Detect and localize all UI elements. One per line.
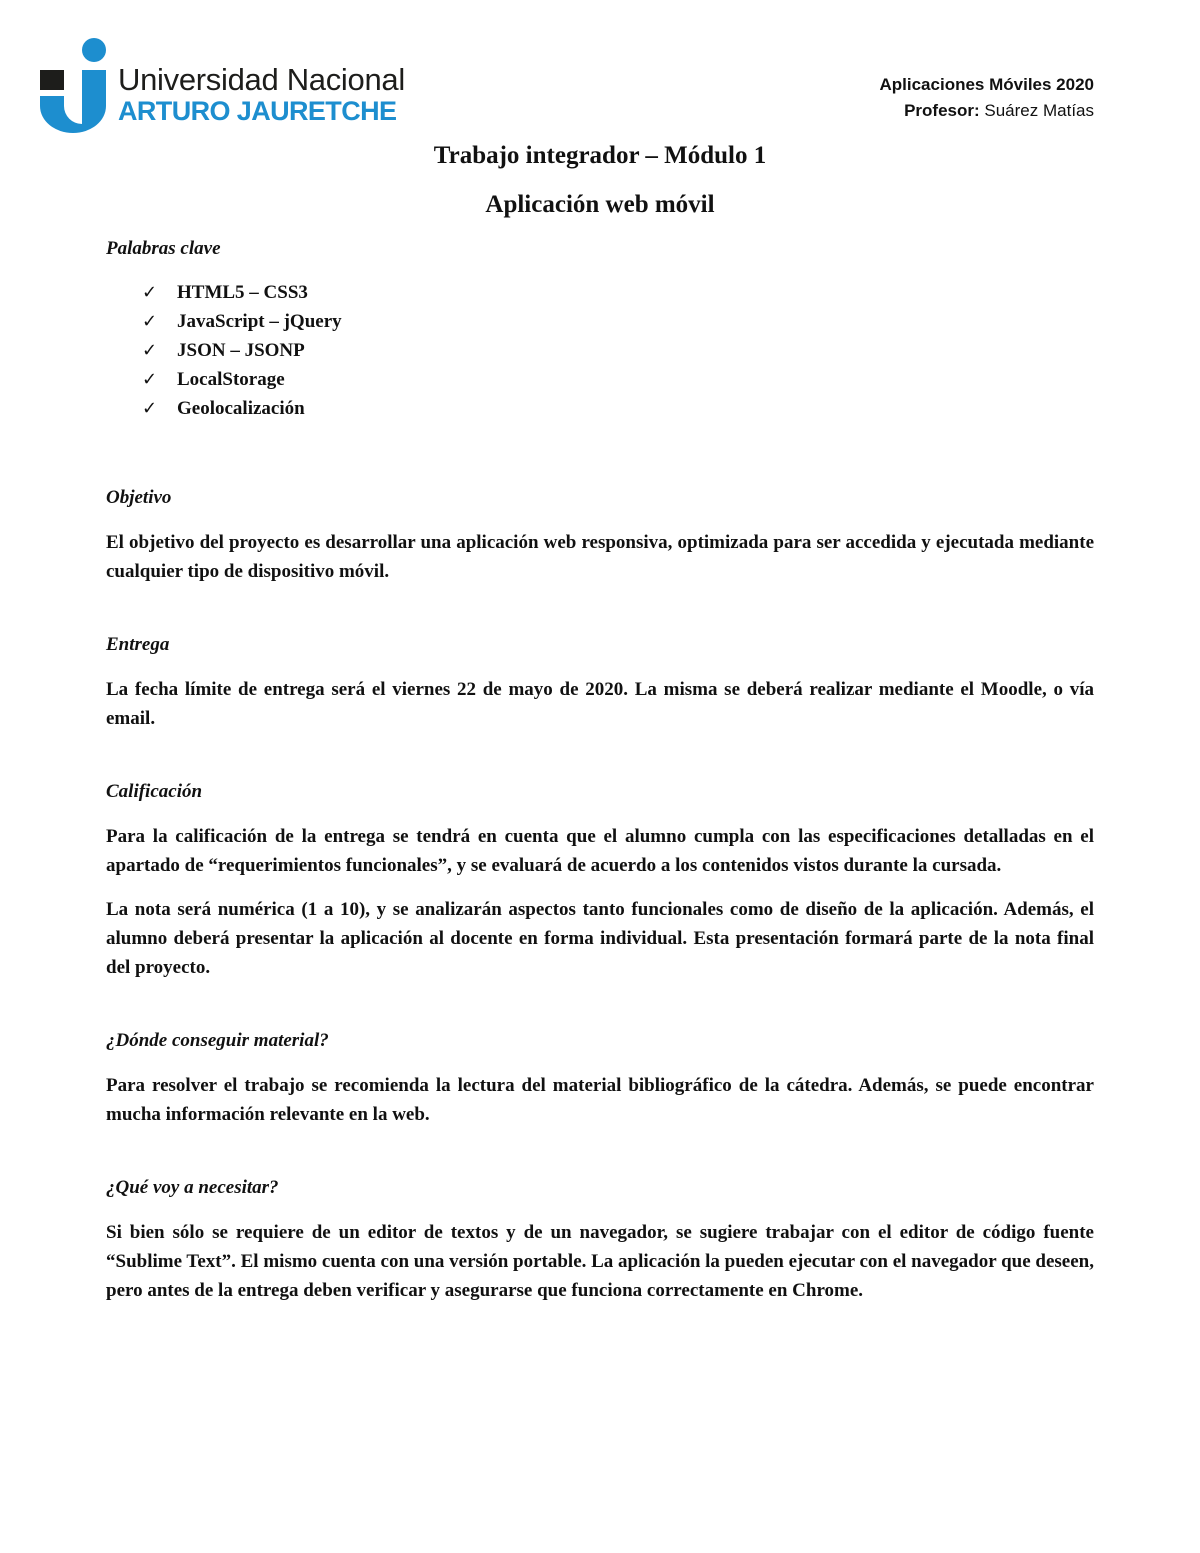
- section-heading-material: ¿Dónde conseguir material?: [106, 1030, 329, 1051]
- university-logo-mark-icon: [40, 36, 120, 136]
- section-heading-objetivo: Objetivo: [106, 487, 172, 508]
- list-item: [142, 394, 1094, 423]
- section-heading-entrega: Entrega: [106, 634, 170, 655]
- section-text-necesitar: Si bien sólo se requiere de un editor de textos y de un navegador, se sugiere trabajar con el editor de código fuente “Sublime Text”. El mismo cuenta con una versión portable. La aplicación la pueden ejecutar con el navegador que deseen, pero antes de la entrega deben verificar y asegurarse que funciona correctamente en Chrome.: [106, 1222, 1094, 1301]
- section-heading-necesitar: ¿Qué voy a necesitar?: [106, 1177, 279, 1198]
- university-logo: [40, 36, 405, 136]
- section-text-calificacion-1: Para la calificación de la entrega se tendrá en cuenta que el alumno cumpla con las especificaciones detalladas en el apartado de “requerimientos funcionales”, y se evaluará de acuerdo a los contenidos vistos durante la cursada.: [106, 826, 1094, 876]
- checkmark-icon: ✓: [142, 311, 158, 332]
- list-item: [142, 307, 1094, 336]
- header-info: [880, 72, 1095, 124]
- keyword-label: JSON – JSONP: [177, 340, 305, 361]
- section-text-material: Para resolver el trabajo se recomienda la lectura del material bibliográfico de la cátedra. Además, se puede encontrar mucha información relevante en la web.: [106, 1075, 1094, 1125]
- professor-label: Profesor:: [904, 101, 980, 120]
- document-subtitle: Aplicación web móvil: [485, 191, 715, 218]
- section-text-objetivo: El objetivo del proyecto es desarrollar una aplicación web responsiva, optimizada para ser accedida y ejecutada mediante cualquier tipo de dispositivo móvil.: [106, 532, 1094, 582]
- checkmark-icon: ✓: [142, 340, 158, 361]
- checkmark-icon: ✓: [142, 398, 158, 419]
- section-heading-calificacion: Calificación: [106, 781, 203, 802]
- professor-line: [880, 98, 1095, 124]
- document-body: [106, 234, 1094, 1305]
- university-logo-name: Universidad Nacional: [118, 62, 405, 97]
- keywords-list: [106, 278, 1094, 423]
- keyword-label: LocalStorage: [177, 369, 285, 390]
- keywords-heading: Palabras clave: [106, 238, 221, 259]
- section-text-entrega: La fecha límite de entrega será el viernes 22 de mayo de 2020. La misma se deberá realizar mediante el Moodle, o vía email.: [106, 679, 1094, 729]
- keyword-label: HTML5 – CSS3: [177, 282, 308, 303]
- document-title: Trabajo integrador – Módulo 1: [433, 142, 767, 169]
- list-item: [142, 336, 1094, 365]
- course-name: Aplicaciones Móviles 2020: [879, 75, 1094, 94]
- professor-name: Suárez Matías: [984, 101, 1094, 120]
- list-item: [142, 365, 1094, 394]
- checkmark-icon: ✓: [142, 282, 158, 303]
- university-logo-subtitle: ARTURO JAURETCHE: [118, 96, 397, 126]
- keyword-label: JavaScript – jQuery: [177, 311, 342, 332]
- checkmark-icon: ✓: [142, 369, 158, 390]
- keyword-label: Geolocalización: [177, 398, 305, 419]
- section-text-calificacion-2: La nota será numérica (1 a 10), y se analizarán aspectos tanto funcionales como de diseño de la aplicación. Además, el alumno deberá presentar la aplicación al docente en forma individual. Esta presentación formará parte de la nota final del proyecto.: [106, 899, 1094, 978]
- list-item: [142, 278, 1094, 307]
